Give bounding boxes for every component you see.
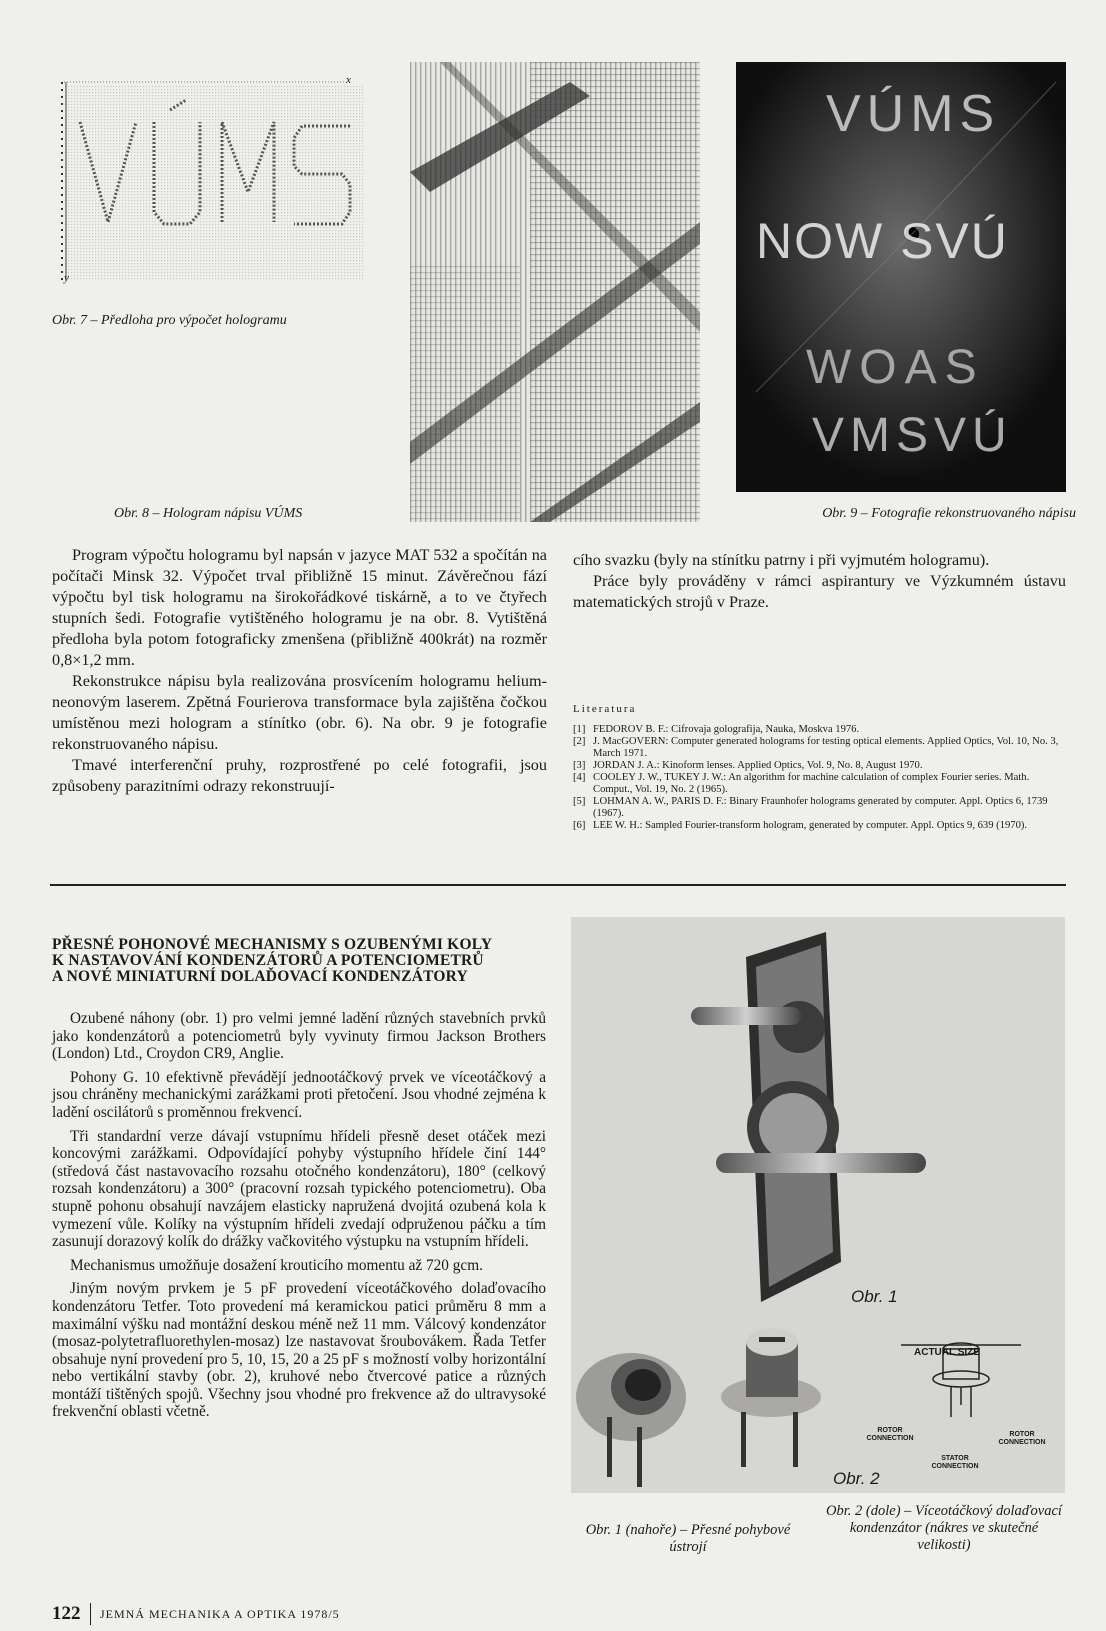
paragraph: Tři standardní verze dávají vstupnímu hřídeli přesně deset otáček mezi koncovými zarážkami. Odpovídající pohyby výstupního hřídele činí 144° (středová část nastavovacího rozsahu otočného kondenzátoru), 180° (celkový rozsah kondenzátoru) a 300° (pracovní rozsah typického potenciometru). Oba stupně pohonu obsahují navzájem elasticky napružená dvojitá ozubená kola k vymezení vůle. Kolíky na výstupním hřídeli zvedají odpruženou páčku a tím zasunují dorazový kolík do drážky vačkovitého výstupku na vstupním hřídeli. <box>52 1127 546 1251</box>
reference-text: LOHMAN A. W., PARIS D. F.: Binary Fraunhofer holograms generated by computer. Appl. Optics 6, 1739 (1967). <box>593 796 1048 819</box>
reference-text: J. MacGOVERN: Computer generated holograms for testing optical elements. Applied Optics, Vol. 10, No. 3, March 1971. <box>593 736 1059 759</box>
obr2-photo-label: Obr. 2 <box>833 1469 880 1488</box>
heading-line: K NASTAVOVÁNÍ KONDENZÁTORŮ A POTENCIOMETRŮ <box>52 952 484 969</box>
paragraph: Program výpočtu hologramu byl napsán v jazyce MAT 532 a spočítán na počítači Minsk 32. Výpočet trval přibližně 15 minut. Závěrečnou fází výpočtu byl tisk hologramu na širokořádkové tiskárně, a to ve čtyřech stupních šedi. Fotografie vytištěného hologramu je na obr. 8. Vytištěná předloha byla potom fotograficky zmenšena (přibližně 400krát) na rozměr 0,8×1,2 mm. <box>52 546 547 669</box>
reference-number: [2] <box>573 736 586 747</box>
reference-text: LEE W. H.: Sampled Fourier-transform hologram, generated by computer. Appl. Optics 9, 639 (1970). <box>593 820 1028 831</box>
rotor-connection-left-label: ROTOR CONNECTION <box>866 1427 914 1442</box>
figure-7-template <box>50 62 370 292</box>
article1-right-column <box>573 550 1066 613</box>
reference-item <box>573 736 1066 760</box>
section-divider <box>50 884 1066 886</box>
paragraph: Ozubené náhony (obr. 1) pro velmi jemné ladění různých stavebních prvků jako kondenzátorů a potenciometrů byly vyvinuty firmou Jackson Brothers (London) Ltd., Croydon CR9, Anglie. <box>52 1010 546 1063</box>
x-axis-label: x <box>346 74 351 86</box>
heading-line: PŘESNÉ POHONOVÉ MECHANISMY S OZUBENÝMI KOLY <box>52 936 493 953</box>
heading-line: A NOVÉ MINIATURNÍ DOLAĎOVACÍ KONDENZÁTORY <box>52 968 468 985</box>
reference-text: FEDOROV B. F.: Cifrovaja golografija, Nauka, Moskva 1976. <box>593 724 860 735</box>
journal-name: JEMNÁ MECHANIKA A OPTIKA 1978/5 <box>100 1606 340 1621</box>
reference-item <box>573 724 1066 736</box>
figure-1-caption: Obr. 1 (nahoře) – Přesné pohybové ústrojí <box>585 1522 791 1555</box>
literature-title: Literatura <box>573 703 637 715</box>
figure-8-caption: Obr. 8 – Hologram nápisu VÚMS <box>114 506 303 521</box>
glyph-row-1: VÚMS <box>826 85 1001 143</box>
figure-2-caption: Obr. 2 (dole) – Víceotáčkový dolaďovací kondenzátor (nákres ve skutečné velikosti) <box>826 1503 1062 1553</box>
paragraph: Pohony G. 10 efektivně převádějí jednootáčkový prvek ve víceotáčkový a jsou chráněny mechanickými zarážkami proti přetočení. Jsou vhodné zejména k ladění oscilátorů s proměnnou frekvencí. <box>52 1068 546 1121</box>
obr1-photo-label: Obr. 1 <box>851 1287 898 1306</box>
reference-item <box>573 820 1066 832</box>
actual-size-label: ACTUAL SIZE <box>914 1347 980 1358</box>
reference-number: [3] <box>573 760 586 771</box>
reference-number: [6] <box>573 820 586 831</box>
page-number: 122 <box>52 1603 81 1624</box>
reference-item <box>573 772 1066 796</box>
paragraph: Jiným novým prvkem je 5 pF provedení víceotáčkového dolaďovacího kondenzátoru Tetfer. Toto provedení má keramickou patici průměru 8 mm a maximální výšku nad montážní deskou méně než 11 mm. Válcový kondenzátor (mosaz-polytetrafluorethylen-mosaz) lze nastavovat šroubovákem. Řada Tetfer obsahuje nyní provedení pro 5, 10, 15, 20 a 25 pF s možností volby horizontální nebo vertikální stavby (obr. 2), kruhové nebo čtvercové patice a různých montáží tištěných spojů. Všechny jsou vhodné pro frekvence až do ultravysoké frekvenční oblasti včetně. <box>52 1280 546 1421</box>
paragraph: Práce byly prováděny v rámci aspirantury ve Výzkumném ústavu matematických strojů v Praze. <box>573 572 1066 611</box>
rotor-connection-right-label: ROTOR CONNECTION <box>998 1431 1046 1446</box>
reference-number: [1] <box>573 724 586 735</box>
references-list <box>573 724 1066 832</box>
gear-drive-illustration <box>571 917 1065 1493</box>
footer-divider <box>90 1603 92 1625</box>
mechanisms-photo <box>571 917 1065 1493</box>
reference-text: JORDAN J. A.: Kinoform lenses. Applied Optics, Vol. 9, No. 8, August 1970. <box>593 760 923 771</box>
paragraph: cího svazku (byly na stínítku patrny i při vyjmutém hologramu). <box>573 551 990 569</box>
hologram-pattern <box>410 62 700 522</box>
article1-left-column <box>52 545 547 797</box>
vums-template-graphic <box>50 62 370 292</box>
figure-7-caption: Obr. 7 – Předloha pro výpočet hologramu <box>52 313 287 328</box>
glyph-row-4: VMSVÚ <box>812 409 1013 462</box>
paragraph: Mechanismus umožňuje dosažení krouticího momentu až 720 gcm. <box>70 1256 483 1274</box>
figure-8-hologram <box>410 62 700 522</box>
figure-9-caption: Obr. 9 – Fotografie rekonstruovaného nápisu <box>822 506 1076 521</box>
reference-text: COOLEY J. W., TUKEY J. W.: An algorithm for machine calculation of complex Fourier series. Math. Comput., Vol. 19, No. 2 (1965). <box>593 772 1030 795</box>
glyph-row-3: WOAS <box>806 341 985 394</box>
footer <box>52 1603 340 1625</box>
stator-connection-label: STATOR CONNECTION <box>931 1455 979 1470</box>
reference-number: [5] <box>573 796 586 807</box>
article2-heading <box>52 937 562 985</box>
paragraph: Tmavé interferenční pruhy, rozprostřené po celé fotografii, jsou způsobeny parazitními odrazy rekonstruují- <box>52 756 547 795</box>
reference-item <box>573 796 1066 820</box>
reference-item <box>573 760 1066 772</box>
paragraph: Rekonstrukce nápisu byla realizována prosvícením hologramu helium-neonovým laserem. Zpětná Fourierova transformace byla zajištěna čočkou umístěnou mezi hologram a stínítko (obr. 6). Na obr. 9 je fotografie rekonstruovaného nápisu. <box>52 672 547 753</box>
glyph-row-2: NOW SVÚ <box>756 213 1009 269</box>
figure-9-reconstruction-photo <box>736 62 1066 492</box>
y-axis-label: y <box>64 272 69 284</box>
reference-number: [4] <box>573 772 586 783</box>
article2-body <box>52 1010 546 1427</box>
